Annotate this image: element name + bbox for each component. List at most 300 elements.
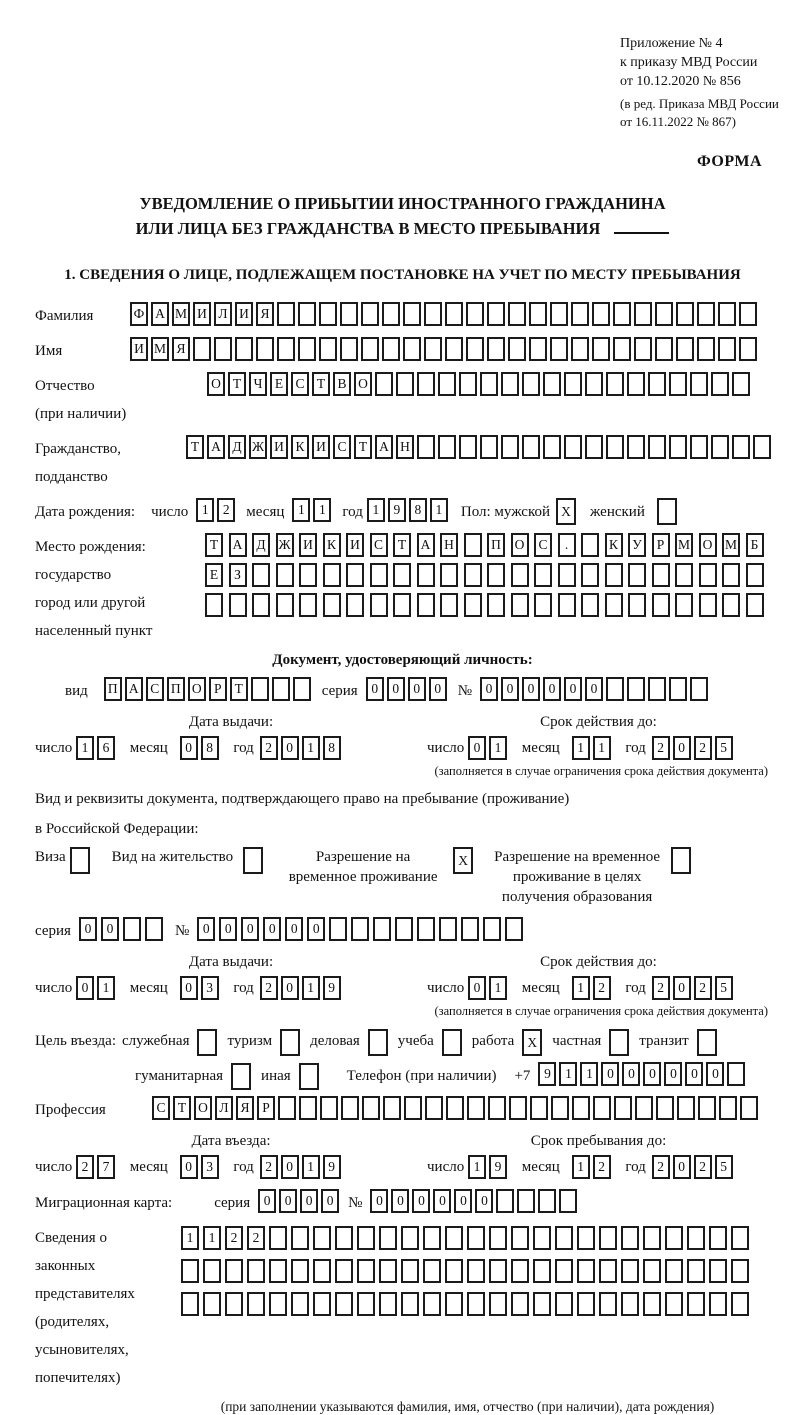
char-box[interactable] bbox=[423, 1292, 441, 1316]
char-box[interactable] bbox=[592, 337, 610, 361]
char-box[interactable]: О bbox=[188, 677, 206, 701]
char-box[interactable] bbox=[483, 917, 501, 941]
char-box[interactable]: Т bbox=[230, 677, 248, 701]
char-box[interactable] bbox=[585, 372, 603, 396]
char-box[interactable] bbox=[669, 435, 687, 459]
char-box[interactable] bbox=[440, 563, 458, 587]
char-box[interactable]: 0 bbox=[219, 917, 237, 941]
char-box[interactable] bbox=[404, 1096, 422, 1120]
checkbox-cell[interactable]: X bbox=[453, 847, 473, 874]
char-box[interactable]: 5 bbox=[715, 1155, 733, 1179]
char-box[interactable] bbox=[335, 1292, 353, 1316]
checkbox-cell[interactable] bbox=[197, 1029, 217, 1056]
char-box[interactable] bbox=[621, 1292, 639, 1316]
char-box[interactable] bbox=[379, 1259, 397, 1283]
char-box[interactable]: 1 bbox=[367, 498, 385, 522]
char-box[interactable]: 0 bbox=[279, 1189, 297, 1213]
char-box[interactable] bbox=[357, 1226, 375, 1250]
char-box[interactable]: Е bbox=[270, 372, 288, 396]
char-box[interactable] bbox=[214, 337, 232, 361]
char-box[interactable]: 1 bbox=[302, 736, 320, 760]
char-box[interactable] bbox=[417, 917, 435, 941]
char-box[interactable]: 0 bbox=[197, 917, 215, 941]
char-box[interactable] bbox=[635, 1096, 653, 1120]
char-box[interactable]: 1 bbox=[196, 498, 214, 522]
char-box[interactable] bbox=[291, 1292, 309, 1316]
char-box[interactable]: 0 bbox=[79, 917, 97, 941]
char-box[interactable] bbox=[719, 1096, 737, 1120]
char-box[interactable]: 1 bbox=[76, 736, 94, 760]
char-box[interactable] bbox=[370, 563, 388, 587]
char-box[interactable] bbox=[291, 1226, 309, 1250]
char-box[interactable]: П bbox=[167, 677, 185, 701]
char-box[interactable] bbox=[593, 1096, 611, 1120]
char-box[interactable] bbox=[393, 563, 411, 587]
char-box[interactable]: Т bbox=[173, 1096, 191, 1120]
char-box[interactable] bbox=[676, 337, 694, 361]
char-box[interactable] bbox=[313, 1226, 331, 1250]
char-box[interactable]: 1 bbox=[489, 976, 507, 1000]
char-box[interactable] bbox=[276, 563, 294, 587]
char-box[interactable] bbox=[487, 563, 505, 587]
char-box[interactable] bbox=[145, 917, 163, 941]
char-box[interactable] bbox=[665, 1259, 683, 1283]
char-box[interactable] bbox=[606, 372, 624, 396]
char-box[interactable] bbox=[251, 677, 269, 701]
char-box[interactable] bbox=[533, 1292, 551, 1316]
char-box[interactable]: А bbox=[229, 533, 247, 557]
char-box[interactable] bbox=[627, 677, 645, 701]
char-box[interactable] bbox=[299, 563, 317, 587]
char-box[interactable]: С bbox=[152, 1096, 170, 1120]
char-box[interactable] bbox=[676, 302, 694, 326]
char-box[interactable]: З bbox=[229, 563, 247, 587]
char-box[interactable]: 0 bbox=[622, 1062, 640, 1086]
char-box[interactable]: В bbox=[333, 372, 351, 396]
char-box[interactable]: Т bbox=[393, 533, 411, 557]
char-box[interactable]: 2 bbox=[652, 736, 670, 760]
char-box[interactable] bbox=[341, 1096, 359, 1120]
char-box[interactable] bbox=[628, 563, 646, 587]
char-box[interactable] bbox=[652, 563, 670, 587]
checkbox-cell[interactable]: X bbox=[522, 1029, 542, 1056]
char-box[interactable]: А bbox=[417, 533, 435, 557]
char-box[interactable] bbox=[357, 1259, 375, 1283]
char-box[interactable]: 0 bbox=[258, 1189, 276, 1213]
char-box[interactable] bbox=[203, 1259, 221, 1283]
char-box[interactable] bbox=[488, 1096, 506, 1120]
char-box[interactable] bbox=[699, 593, 717, 617]
char-box[interactable] bbox=[677, 1096, 695, 1120]
char-box[interactable] bbox=[577, 1226, 595, 1250]
char-box[interactable] bbox=[585, 435, 603, 459]
char-box[interactable]: 1 bbox=[292, 498, 310, 522]
char-box[interactable]: 0 bbox=[307, 917, 325, 941]
char-box[interactable] bbox=[643, 1259, 661, 1283]
char-box[interactable]: 0 bbox=[664, 1062, 682, 1086]
char-box[interactable]: А bbox=[151, 302, 169, 326]
char-box[interactable]: 0 bbox=[522, 677, 540, 701]
char-box[interactable] bbox=[375, 372, 393, 396]
char-box[interactable] bbox=[299, 1096, 317, 1120]
char-box[interactable]: 1 bbox=[489, 736, 507, 760]
char-box[interactable] bbox=[401, 1259, 419, 1283]
char-box[interactable] bbox=[564, 372, 582, 396]
char-box[interactable]: М bbox=[722, 533, 740, 557]
char-box[interactable] bbox=[656, 1096, 674, 1120]
char-box[interactable]: О bbox=[194, 1096, 212, 1120]
char-box[interactable]: О bbox=[354, 372, 372, 396]
char-box[interactable] bbox=[592, 302, 610, 326]
char-box[interactable] bbox=[697, 302, 715, 326]
char-box[interactable] bbox=[403, 302, 421, 326]
char-box[interactable]: Ф bbox=[130, 302, 148, 326]
char-box[interactable]: У bbox=[628, 533, 646, 557]
char-box[interactable] bbox=[379, 1226, 397, 1250]
char-box[interactable]: 9 bbox=[323, 976, 341, 1000]
char-box[interactable]: Р bbox=[209, 677, 227, 701]
char-box[interactable]: 1 bbox=[559, 1062, 577, 1086]
char-box[interactable] bbox=[740, 1096, 758, 1120]
char-box[interactable]: 1 bbox=[302, 976, 320, 1000]
char-box[interactable] bbox=[438, 435, 456, 459]
checkbox-cell[interactable]: X bbox=[556, 498, 576, 525]
char-box[interactable] bbox=[509, 1096, 527, 1120]
char-box[interactable]: Л bbox=[214, 302, 232, 326]
char-box[interactable] bbox=[417, 435, 435, 459]
char-box[interactable] bbox=[323, 593, 341, 617]
char-box[interactable]: 0 bbox=[685, 1062, 703, 1086]
char-box[interactable]: А bbox=[375, 435, 393, 459]
char-box[interactable] bbox=[340, 302, 358, 326]
char-box[interactable] bbox=[739, 302, 757, 326]
char-box[interactable] bbox=[445, 302, 463, 326]
char-box[interactable] bbox=[362, 1096, 380, 1120]
char-box[interactable] bbox=[357, 1292, 375, 1316]
char-box[interactable]: 0 bbox=[241, 917, 259, 941]
char-box[interactable] bbox=[445, 337, 463, 361]
char-box[interactable] bbox=[370, 593, 388, 617]
char-box[interactable]: М bbox=[151, 337, 169, 361]
char-box[interactable] bbox=[627, 435, 645, 459]
char-box[interactable] bbox=[571, 302, 589, 326]
char-box[interactable] bbox=[417, 563, 435, 587]
char-box[interactable]: 0 bbox=[601, 1062, 619, 1086]
char-box[interactable] bbox=[718, 302, 736, 326]
checkbox-cell[interactable] bbox=[657, 498, 677, 525]
char-box[interactable] bbox=[401, 1226, 419, 1250]
char-box[interactable]: 2 bbox=[260, 1155, 278, 1179]
char-box[interactable] bbox=[530, 1096, 548, 1120]
char-box[interactable] bbox=[480, 435, 498, 459]
char-box[interactable]: 0 bbox=[281, 736, 299, 760]
char-box[interactable]: 0 bbox=[673, 976, 691, 1000]
char-box[interactable] bbox=[340, 337, 358, 361]
char-box[interactable]: 0 bbox=[454, 1189, 472, 1213]
char-box[interactable] bbox=[731, 1226, 749, 1250]
char-box[interactable]: 0 bbox=[412, 1189, 430, 1213]
char-box[interactable]: 0 bbox=[468, 736, 486, 760]
char-box[interactable] bbox=[732, 372, 750, 396]
char-box[interactable]: К bbox=[323, 533, 341, 557]
char-box[interactable] bbox=[323, 563, 341, 587]
char-box[interactable]: Д bbox=[252, 533, 270, 557]
char-box[interactable]: С bbox=[333, 435, 351, 459]
char-box[interactable]: 1 bbox=[593, 736, 611, 760]
char-box[interactable]: 0 bbox=[585, 677, 603, 701]
char-box[interactable] bbox=[634, 337, 652, 361]
char-box[interactable] bbox=[511, 593, 529, 617]
char-box[interactable] bbox=[508, 337, 526, 361]
char-box[interactable] bbox=[225, 1292, 243, 1316]
char-box[interactable] bbox=[517, 1189, 535, 1213]
char-box[interactable]: 2 bbox=[593, 976, 611, 1000]
char-box[interactable] bbox=[319, 302, 337, 326]
char-box[interactable] bbox=[558, 563, 576, 587]
char-box[interactable]: 1 bbox=[203, 1226, 221, 1250]
char-box[interactable]: П bbox=[104, 677, 122, 701]
char-box[interactable]: Я bbox=[256, 302, 274, 326]
char-box[interactable] bbox=[558, 593, 576, 617]
char-box[interactable]: О bbox=[699, 533, 717, 557]
char-box[interactable] bbox=[298, 302, 316, 326]
checkbox-cell[interactable] bbox=[231, 1063, 251, 1090]
char-box[interactable]: Я bbox=[172, 337, 190, 361]
char-box[interactable] bbox=[445, 1259, 463, 1283]
char-box[interactable] bbox=[550, 337, 568, 361]
char-box[interactable]: Б bbox=[746, 533, 764, 557]
char-box[interactable] bbox=[697, 337, 715, 361]
char-box[interactable]: Д bbox=[228, 435, 246, 459]
char-box[interactable]: И bbox=[193, 302, 211, 326]
char-box[interactable] bbox=[440, 593, 458, 617]
char-box[interactable]: Ж bbox=[276, 533, 294, 557]
char-box[interactable]: С bbox=[291, 372, 309, 396]
char-box[interactable] bbox=[581, 533, 599, 557]
char-box[interactable] bbox=[652, 593, 670, 617]
char-box[interactable] bbox=[669, 372, 687, 396]
char-box[interactable] bbox=[489, 1292, 507, 1316]
char-box[interactable] bbox=[401, 1292, 419, 1316]
char-box[interactable]: 1 bbox=[302, 1155, 320, 1179]
char-box[interactable] bbox=[551, 1096, 569, 1120]
char-box[interactable] bbox=[628, 593, 646, 617]
char-box[interactable] bbox=[543, 372, 561, 396]
char-box[interactable]: 9 bbox=[388, 498, 406, 522]
char-box[interactable] bbox=[699, 563, 717, 587]
checkbox-cell[interactable] bbox=[299, 1063, 319, 1090]
char-box[interactable] bbox=[508, 302, 526, 326]
char-box[interactable]: 1 bbox=[580, 1062, 598, 1086]
char-box[interactable] bbox=[698, 1096, 716, 1120]
char-box[interactable]: 0 bbox=[76, 976, 94, 1000]
char-box[interactable] bbox=[753, 435, 771, 459]
char-box[interactable] bbox=[403, 337, 421, 361]
checkbox-cell[interactable] bbox=[442, 1029, 462, 1056]
checkbox-cell[interactable] bbox=[671, 847, 691, 874]
char-box[interactable] bbox=[613, 302, 631, 326]
char-box[interactable] bbox=[313, 1292, 331, 1316]
char-box[interactable]: 2 bbox=[217, 498, 235, 522]
char-box[interactable]: Т bbox=[228, 372, 246, 396]
char-box[interactable] bbox=[543, 435, 561, 459]
char-box[interactable]: М bbox=[675, 533, 693, 557]
checkbox-cell[interactable] bbox=[609, 1029, 629, 1056]
char-box[interactable]: 1 bbox=[97, 976, 115, 1000]
char-box[interactable]: 2 bbox=[260, 736, 278, 760]
char-box[interactable]: П bbox=[487, 533, 505, 557]
char-box[interactable]: И bbox=[235, 302, 253, 326]
char-box[interactable] bbox=[621, 1226, 639, 1250]
char-box[interactable] bbox=[424, 302, 442, 326]
char-box[interactable] bbox=[276, 593, 294, 617]
char-box[interactable] bbox=[627, 372, 645, 396]
char-box[interactable] bbox=[445, 1226, 463, 1250]
char-box[interactable] bbox=[277, 337, 295, 361]
char-box[interactable]: 0 bbox=[543, 677, 561, 701]
char-box[interactable] bbox=[718, 337, 736, 361]
char-box[interactable]: 0 bbox=[300, 1189, 318, 1213]
char-box[interactable]: А bbox=[207, 435, 225, 459]
char-box[interactable] bbox=[648, 435, 666, 459]
char-box[interactable] bbox=[466, 302, 484, 326]
char-box[interactable] bbox=[613, 337, 631, 361]
char-box[interactable] bbox=[269, 1292, 287, 1316]
char-box[interactable] bbox=[256, 337, 274, 361]
char-box[interactable] bbox=[467, 1259, 485, 1283]
char-box[interactable] bbox=[235, 337, 253, 361]
char-box[interactable] bbox=[533, 1226, 551, 1250]
char-box[interactable] bbox=[534, 593, 552, 617]
char-box[interactable] bbox=[690, 372, 708, 396]
char-box[interactable] bbox=[727, 1062, 745, 1086]
char-box[interactable]: 1 bbox=[572, 976, 590, 1000]
char-box[interactable] bbox=[731, 1259, 749, 1283]
char-box[interactable] bbox=[467, 1096, 485, 1120]
char-box[interactable] bbox=[511, 563, 529, 587]
char-box[interactable] bbox=[511, 1226, 529, 1250]
char-box[interactable]: И bbox=[270, 435, 288, 459]
char-box[interactable]: 0 bbox=[281, 1155, 299, 1179]
char-box[interactable] bbox=[489, 1226, 507, 1250]
char-box[interactable]: Р bbox=[652, 533, 670, 557]
char-box[interactable] bbox=[555, 1226, 573, 1250]
char-box[interactable] bbox=[480, 372, 498, 396]
char-box[interactable] bbox=[181, 1292, 199, 1316]
char-box[interactable] bbox=[529, 337, 547, 361]
char-box[interactable]: 0 bbox=[180, 1155, 198, 1179]
char-box[interactable] bbox=[438, 372, 456, 396]
char-box[interactable] bbox=[581, 593, 599, 617]
char-box[interactable]: 0 bbox=[480, 677, 498, 701]
char-box[interactable]: 2 bbox=[694, 976, 712, 1000]
char-box[interactable] bbox=[675, 593, 693, 617]
char-box[interactable] bbox=[361, 302, 379, 326]
char-box[interactable] bbox=[709, 1292, 727, 1316]
char-box[interactable] bbox=[722, 593, 740, 617]
char-box[interactable]: С bbox=[370, 533, 388, 557]
char-box[interactable]: 2 bbox=[76, 1155, 94, 1179]
char-box[interactable] bbox=[291, 1259, 309, 1283]
char-box[interactable] bbox=[425, 1096, 443, 1120]
char-box[interactable]: 0 bbox=[706, 1062, 724, 1086]
char-box[interactable]: 0 bbox=[673, 1155, 691, 1179]
checkbox-cell[interactable] bbox=[368, 1029, 388, 1056]
char-box[interactable]: Н bbox=[440, 533, 458, 557]
char-box[interactable]: К bbox=[291, 435, 309, 459]
char-box[interactable]: 0 bbox=[408, 677, 426, 701]
char-box[interactable]: 7 bbox=[97, 1155, 115, 1179]
char-box[interactable]: . bbox=[558, 533, 576, 557]
char-box[interactable] bbox=[511, 1259, 529, 1283]
char-box[interactable]: 8 bbox=[323, 736, 341, 760]
char-box[interactable]: О bbox=[511, 533, 529, 557]
char-box[interactable]: 0 bbox=[429, 677, 447, 701]
char-box[interactable] bbox=[731, 1292, 749, 1316]
char-box[interactable]: 2 bbox=[593, 1155, 611, 1179]
char-box[interactable]: Т bbox=[312, 372, 330, 396]
char-box[interactable] bbox=[464, 533, 482, 557]
char-box[interactable]: 0 bbox=[285, 917, 303, 941]
char-box[interactable]: Ж bbox=[249, 435, 267, 459]
char-box[interactable] bbox=[675, 563, 693, 587]
char-box[interactable] bbox=[564, 435, 582, 459]
char-box[interactable] bbox=[329, 917, 347, 941]
char-box[interactable]: 0 bbox=[643, 1062, 661, 1086]
char-box[interactable]: 0 bbox=[263, 917, 281, 941]
char-box[interactable]: Р bbox=[257, 1096, 275, 1120]
char-box[interactable]: 1 bbox=[430, 498, 448, 522]
char-box[interactable] bbox=[464, 563, 482, 587]
char-box[interactable] bbox=[383, 1096, 401, 1120]
char-box[interactable] bbox=[605, 563, 623, 587]
char-box[interactable]: 0 bbox=[391, 1189, 409, 1213]
char-box[interactable]: 2 bbox=[652, 1155, 670, 1179]
char-box[interactable]: Е bbox=[205, 563, 223, 587]
char-box[interactable] bbox=[395, 917, 413, 941]
char-box[interactable]: 0 bbox=[321, 1189, 339, 1213]
char-box[interactable] bbox=[559, 1189, 577, 1213]
char-box[interactable] bbox=[501, 372, 519, 396]
char-box[interactable] bbox=[739, 337, 757, 361]
char-box[interactable] bbox=[687, 1259, 705, 1283]
char-box[interactable]: 0 bbox=[281, 976, 299, 1000]
char-box[interactable]: Я bbox=[236, 1096, 254, 1120]
char-box[interactable] bbox=[496, 1189, 514, 1213]
char-box[interactable]: 1 bbox=[313, 498, 331, 522]
char-box[interactable] bbox=[417, 372, 435, 396]
char-box[interactable] bbox=[203, 1292, 221, 1316]
char-box[interactable] bbox=[252, 563, 270, 587]
char-box[interactable] bbox=[445, 1292, 463, 1316]
char-box[interactable]: 0 bbox=[387, 677, 405, 701]
char-box[interactable] bbox=[732, 435, 750, 459]
char-box[interactable]: 0 bbox=[180, 976, 198, 1000]
char-box[interactable] bbox=[278, 1096, 296, 1120]
char-box[interactable] bbox=[599, 1292, 617, 1316]
char-box[interactable] bbox=[464, 593, 482, 617]
char-box[interactable]: 9 bbox=[538, 1062, 556, 1086]
char-box[interactable] bbox=[423, 1259, 441, 1283]
char-box[interactable]: 1 bbox=[572, 1155, 590, 1179]
char-box[interactable] bbox=[606, 677, 624, 701]
char-box[interactable] bbox=[634, 302, 652, 326]
char-box[interactable]: 6 bbox=[97, 736, 115, 760]
char-box[interactable] bbox=[373, 917, 391, 941]
char-box[interactable] bbox=[459, 372, 477, 396]
char-box[interactable] bbox=[655, 302, 673, 326]
char-box[interactable] bbox=[229, 593, 247, 617]
